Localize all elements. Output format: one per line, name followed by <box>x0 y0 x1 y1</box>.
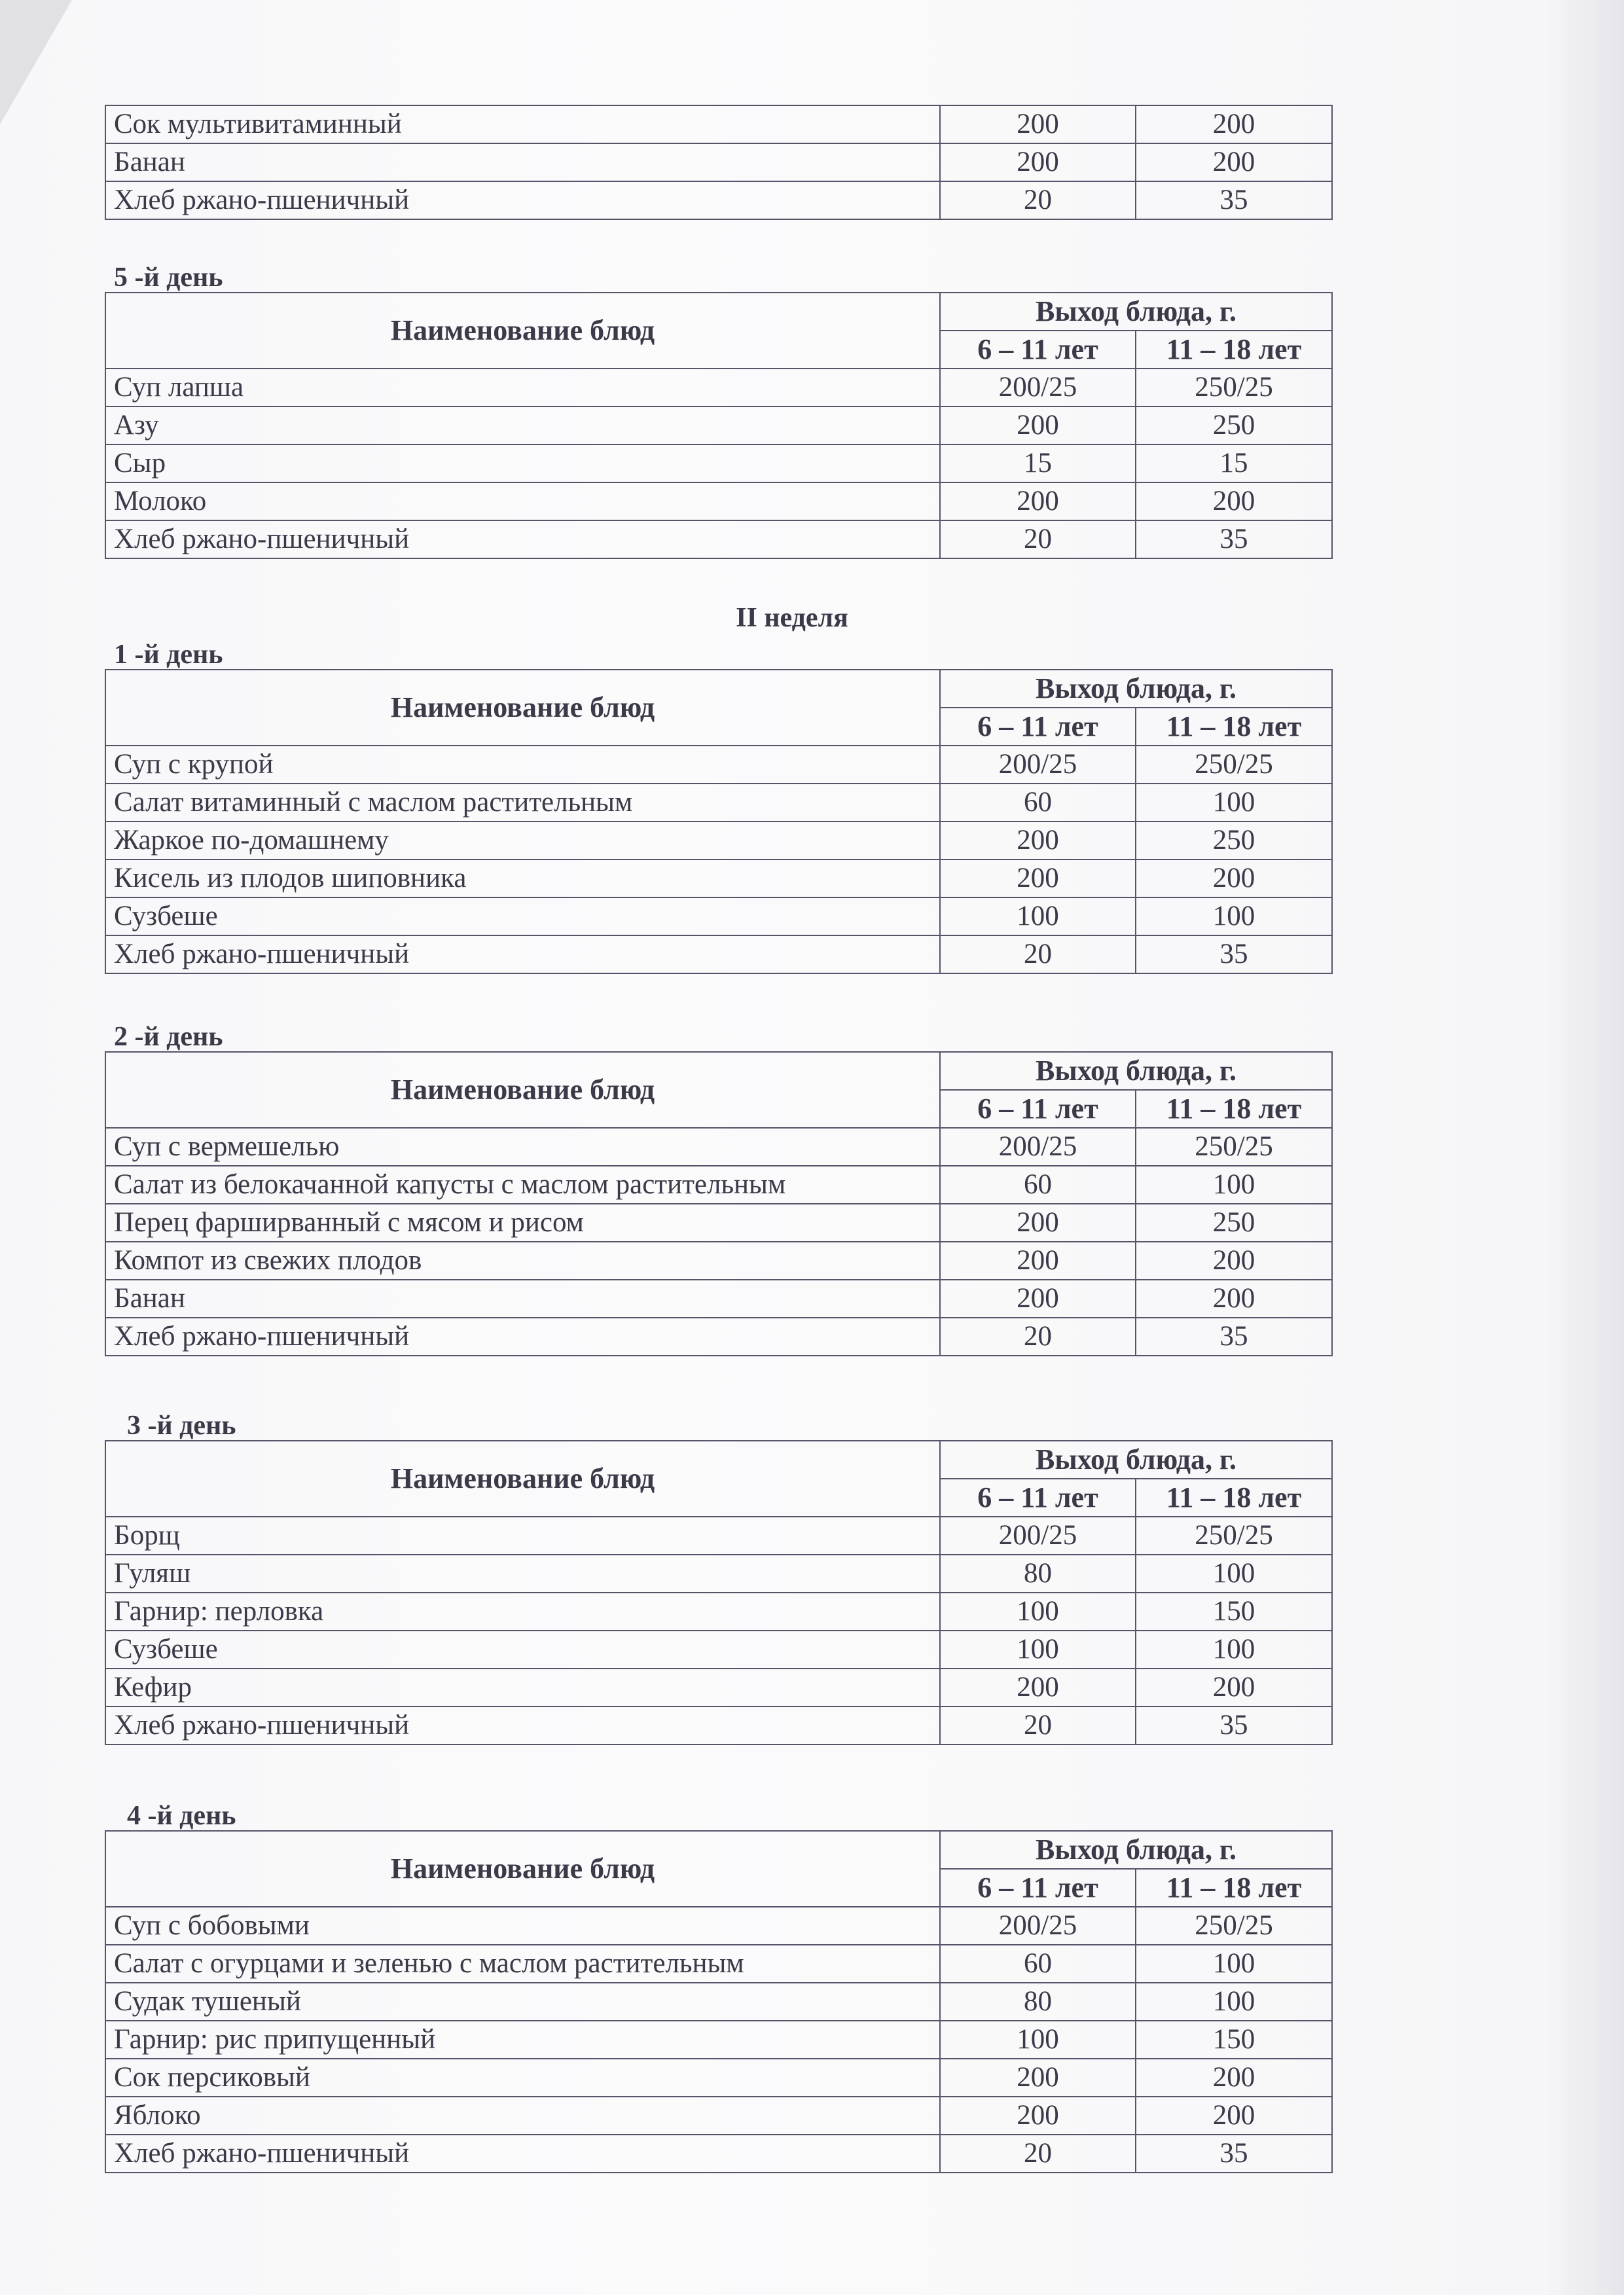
dish-name-cell: Компот из свежих плодов <box>105 1242 940 1280</box>
header-age-young: 6 – 11 лет <box>940 1869 1136 1907</box>
table-row <box>105 1631 1332 1669</box>
dish-name-cell: Борщ <box>105 1517 940 1555</box>
dish-name-cell: Салат с огурцами и зеленью с маслом растительным <box>105 1945 940 1983</box>
dish-name-cell: Хлеб ржано-пшеничный <box>105 520 940 558</box>
day-label-w2-4: 4 -й день <box>127 1801 236 1831</box>
header-row <box>105 1831 1332 1869</box>
day-label-w2-1: 1 -й день <box>114 640 223 670</box>
dish-name-cell: Салат из белокачанной капусты с маслом растительным <box>105 1166 940 1204</box>
yield-old-cell: 100 <box>1136 784 1332 822</box>
header-yield: Выход блюда, г. <box>940 1052 1332 1090</box>
table-row <box>105 822 1332 859</box>
header-row <box>105 1441 1332 1479</box>
yield-old-cell: 250 <box>1136 407 1332 444</box>
header-age-young: 6 – 11 лет <box>940 1090 1136 1128</box>
menu-table-w2-day-3 <box>105 1440 1333 1745</box>
table-row <box>105 105 1332 143</box>
header-yield: Выход блюда, г. <box>940 1831 1332 1869</box>
table-row <box>105 1166 1332 1204</box>
dish-name-cell: Хлеб ржано-пшеничный <box>105 935 940 973</box>
dish-name-cell: Хлеб ржано-пшеничный <box>105 181 940 219</box>
header-dish-name: Наименование блюд <box>105 1831 940 1907</box>
yield-old-cell: 100 <box>1136 1166 1332 1204</box>
yield-young-cell: 200 <box>940 1669 1136 1707</box>
header-age-young: 6 – 11 лет <box>940 708 1136 746</box>
yield-old-cell: 250 <box>1136 822 1332 859</box>
dish-name-cell: Кефир <box>105 1669 940 1707</box>
yield-young-cell: 200/25 <box>940 369 1136 407</box>
dish-name-cell: Яблоко <box>105 2097 940 2135</box>
yield-young-cell: 100 <box>940 1593 1136 1631</box>
dish-name-cell: Перец фарширванный с мясом и рисом <box>105 1204 940 1242</box>
dish-name-cell: Сузбеше <box>105 897 940 935</box>
header-yield: Выход блюда, г. <box>940 670 1332 708</box>
table-row <box>105 784 1332 822</box>
dish-name-cell: Гуляш <box>105 1555 940 1593</box>
table-row <box>105 897 1332 935</box>
yield-young-cell: 60 <box>940 784 1136 822</box>
yield-old-cell: 100 <box>1136 897 1332 935</box>
header-age-young: 6 – 11 лет <box>940 331 1136 369</box>
menu-table-w2-day-1 <box>105 669 1333 974</box>
yield-young-cell: 80 <box>940 1555 1136 1593</box>
yield-old-cell: 250/25 <box>1136 1907 1332 1945</box>
yield-young-cell: 200 <box>940 822 1136 859</box>
yield-old-cell: 100 <box>1136 1945 1332 1983</box>
header-age-old: 11 – 18 лет <box>1136 1090 1332 1128</box>
dish-name-cell: Банан <box>105 1280 940 1318</box>
yield-young-cell: 20 <box>940 1707 1136 1744</box>
yield-old-cell: 150 <box>1136 2021 1332 2059</box>
yield-old-cell: 200 <box>1136 1280 1332 1318</box>
dish-name-cell: Молоко <box>105 482 940 520</box>
yield-young-cell: 80 <box>940 1983 1136 2021</box>
day-label-5: 5 -й день <box>114 262 223 293</box>
dish-name-cell: Гарнир: рис припущенный <box>105 2021 940 2059</box>
dish-name-cell: Жаркое по-домашнему <box>105 822 940 859</box>
dish-name-cell: Сок мультивитаминный <box>105 105 940 143</box>
table-row <box>105 1707 1332 1744</box>
yield-old-cell: 200 <box>1136 482 1332 520</box>
yield-old-cell: 100 <box>1136 1631 1332 1669</box>
yield-old-cell: 100 <box>1136 1555 1332 1593</box>
yield-young-cell: 100 <box>940 1631 1136 1669</box>
week-title: II неделя <box>736 603 848 633</box>
dish-name-cell: Сок персиковый <box>105 2059 940 2097</box>
dish-name-cell: Салат витаминный с маслом растительным <box>105 784 940 822</box>
yield-young-cell: 60 <box>940 1166 1136 1204</box>
header-row <box>105 1052 1332 1090</box>
day-label-w2-3: 3 -й день <box>127 1411 236 1441</box>
dish-name-cell: Суп с бобовыми <box>105 1907 940 1945</box>
yield-young-cell: 15 <box>940 444 1136 482</box>
menu-table-continued <box>105 105 1333 220</box>
yield-old-cell: 35 <box>1136 2135 1332 2173</box>
dish-name-cell: Сыр <box>105 444 940 482</box>
table-row <box>105 444 1332 482</box>
yield-young-cell: 200 <box>940 1242 1136 1280</box>
header-row <box>105 293 1332 331</box>
yield-young-cell: 200 <box>940 1204 1136 1242</box>
table-row <box>105 1280 1332 1318</box>
yield-young-cell: 200 <box>940 2059 1136 2097</box>
dish-name-cell: Банан <box>105 143 940 181</box>
table-row <box>105 1669 1332 1707</box>
yield-young-cell: 20 <box>940 181 1136 219</box>
table-row <box>105 2135 1332 2173</box>
yield-young-cell: 20 <box>940 935 1136 973</box>
header-yield: Выход блюда, г. <box>940 293 1332 331</box>
yield-old-cell: 200 <box>1136 2097 1332 2135</box>
dish-name-cell: Суп лапша <box>105 369 940 407</box>
yield-old-cell: 35 <box>1136 181 1332 219</box>
table-row <box>105 746 1332 784</box>
yield-old-cell: 150 <box>1136 1593 1332 1631</box>
table-row <box>105 369 1332 407</box>
yield-old-cell: 250/25 <box>1136 1517 1332 1555</box>
dish-name-cell: Азу <box>105 407 940 444</box>
table-row <box>105 2021 1332 2059</box>
yield-old-cell: 250/25 <box>1136 1128 1332 1166</box>
header-age-young: 6 – 11 лет <box>940 1479 1136 1517</box>
yield-old-cell: 250/25 <box>1136 369 1332 407</box>
header-age-old: 11 – 18 лет <box>1136 1869 1332 1907</box>
table-row <box>105 1318 1332 1356</box>
yield-old-cell: 100 <box>1136 1983 1332 2021</box>
yield-old-cell: 200 <box>1136 1669 1332 1707</box>
dish-name-cell: Хлеб ржано-пшеничный <box>105 2135 940 2173</box>
dish-name-cell: Суп с вермешелью <box>105 1128 940 1166</box>
yield-young-cell: 20 <box>940 1318 1136 1356</box>
header-dish-name: Наименование блюд <box>105 670 940 746</box>
yield-young-cell: 60 <box>940 1945 1136 1983</box>
header-dish-name: Наименование блюд <box>105 1441 940 1517</box>
yield-old-cell: 35 <box>1136 520 1332 558</box>
table-row <box>105 1128 1332 1166</box>
header-dish-name: Наименование блюд <box>105 1052 940 1128</box>
yield-old-cell: 35 <box>1136 1707 1332 1744</box>
yield-old-cell: 200 <box>1136 105 1332 143</box>
menu-table-w2-day-4 <box>105 1830 1333 2173</box>
table-row <box>105 143 1332 181</box>
page-fold-corner <box>0 0 72 124</box>
table-row <box>105 2097 1332 2135</box>
table-row <box>105 1517 1332 1555</box>
table-row <box>105 935 1332 973</box>
menu-table-w2-day-2 <box>105 1051 1333 1356</box>
yield-old-cell: 200 <box>1136 1242 1332 1280</box>
page-right-edge <box>1562 0 1624 2295</box>
menu-table-day-5 <box>105 292 1333 559</box>
yield-young-cell: 20 <box>940 2135 1136 2173</box>
table-row <box>105 1593 1332 1631</box>
yield-old-cell: 15 <box>1136 444 1332 482</box>
header-dish-name: Наименование блюд <box>105 293 940 369</box>
day-label-w2-2: 2 -й день <box>114 1022 223 1052</box>
yield-young-cell: 200 <box>940 1280 1136 1318</box>
header-age-old: 11 – 18 лет <box>1136 331 1332 369</box>
table-row <box>105 1204 1332 1242</box>
table-row <box>105 1907 1332 1945</box>
yield-old-cell: 250 <box>1136 1204 1332 1242</box>
yield-old-cell: 200 <box>1136 859 1332 897</box>
yield-young-cell: 200 <box>940 859 1136 897</box>
yield-young-cell: 200 <box>940 407 1136 444</box>
yield-old-cell: 35 <box>1136 935 1332 973</box>
yield-young-cell: 100 <box>940 897 1136 935</box>
header-row <box>105 670 1332 708</box>
table-row <box>105 1242 1332 1280</box>
table-row <box>105 407 1332 444</box>
yield-young-cell: 200/25 <box>940 1907 1136 1945</box>
yield-young-cell: 200 <box>940 143 1136 181</box>
table-row <box>105 859 1332 897</box>
dish-name-cell: Кисель из плодов шиповника <box>105 859 940 897</box>
yield-young-cell: 200 <box>940 482 1136 520</box>
yield-young-cell: 20 <box>940 520 1136 558</box>
yield-old-cell: 250/25 <box>1136 746 1332 784</box>
dish-name-cell: Суп с крупой <box>105 746 940 784</box>
yield-old-cell: 35 <box>1136 1318 1332 1356</box>
table-row <box>105 520 1332 558</box>
table-row <box>105 2059 1332 2097</box>
yield-young-cell: 200/25 <box>940 746 1136 784</box>
table-row <box>105 1555 1332 1593</box>
table-row <box>105 482 1332 520</box>
header-yield: Выход блюда, г. <box>940 1441 1332 1479</box>
table-row <box>105 181 1332 219</box>
yield-young-cell: 100 <box>940 2021 1136 2059</box>
header-age-old: 11 – 18 лет <box>1136 1479 1332 1517</box>
yield-young-cell: 200 <box>940 105 1136 143</box>
yield-young-cell: 200/25 <box>940 1128 1136 1166</box>
table-row <box>105 1945 1332 1983</box>
dish-name-cell: Хлеб ржано-пшеничный <box>105 1318 940 1356</box>
yield-old-cell: 200 <box>1136 2059 1332 2097</box>
yield-young-cell: 200 <box>940 2097 1136 2135</box>
dish-name-cell: Сузбеше <box>105 1631 940 1669</box>
header-age-old: 11 – 18 лет <box>1136 708 1332 746</box>
dish-name-cell: Хлеб ржано-пшеничный <box>105 1707 940 1744</box>
yield-young-cell: 200/25 <box>940 1517 1136 1555</box>
yield-old-cell: 200 <box>1136 143 1332 181</box>
table-row <box>105 1983 1332 2021</box>
dish-name-cell: Гарнир: перловка <box>105 1593 940 1631</box>
dish-name-cell: Судак тушеный <box>105 1983 940 2021</box>
